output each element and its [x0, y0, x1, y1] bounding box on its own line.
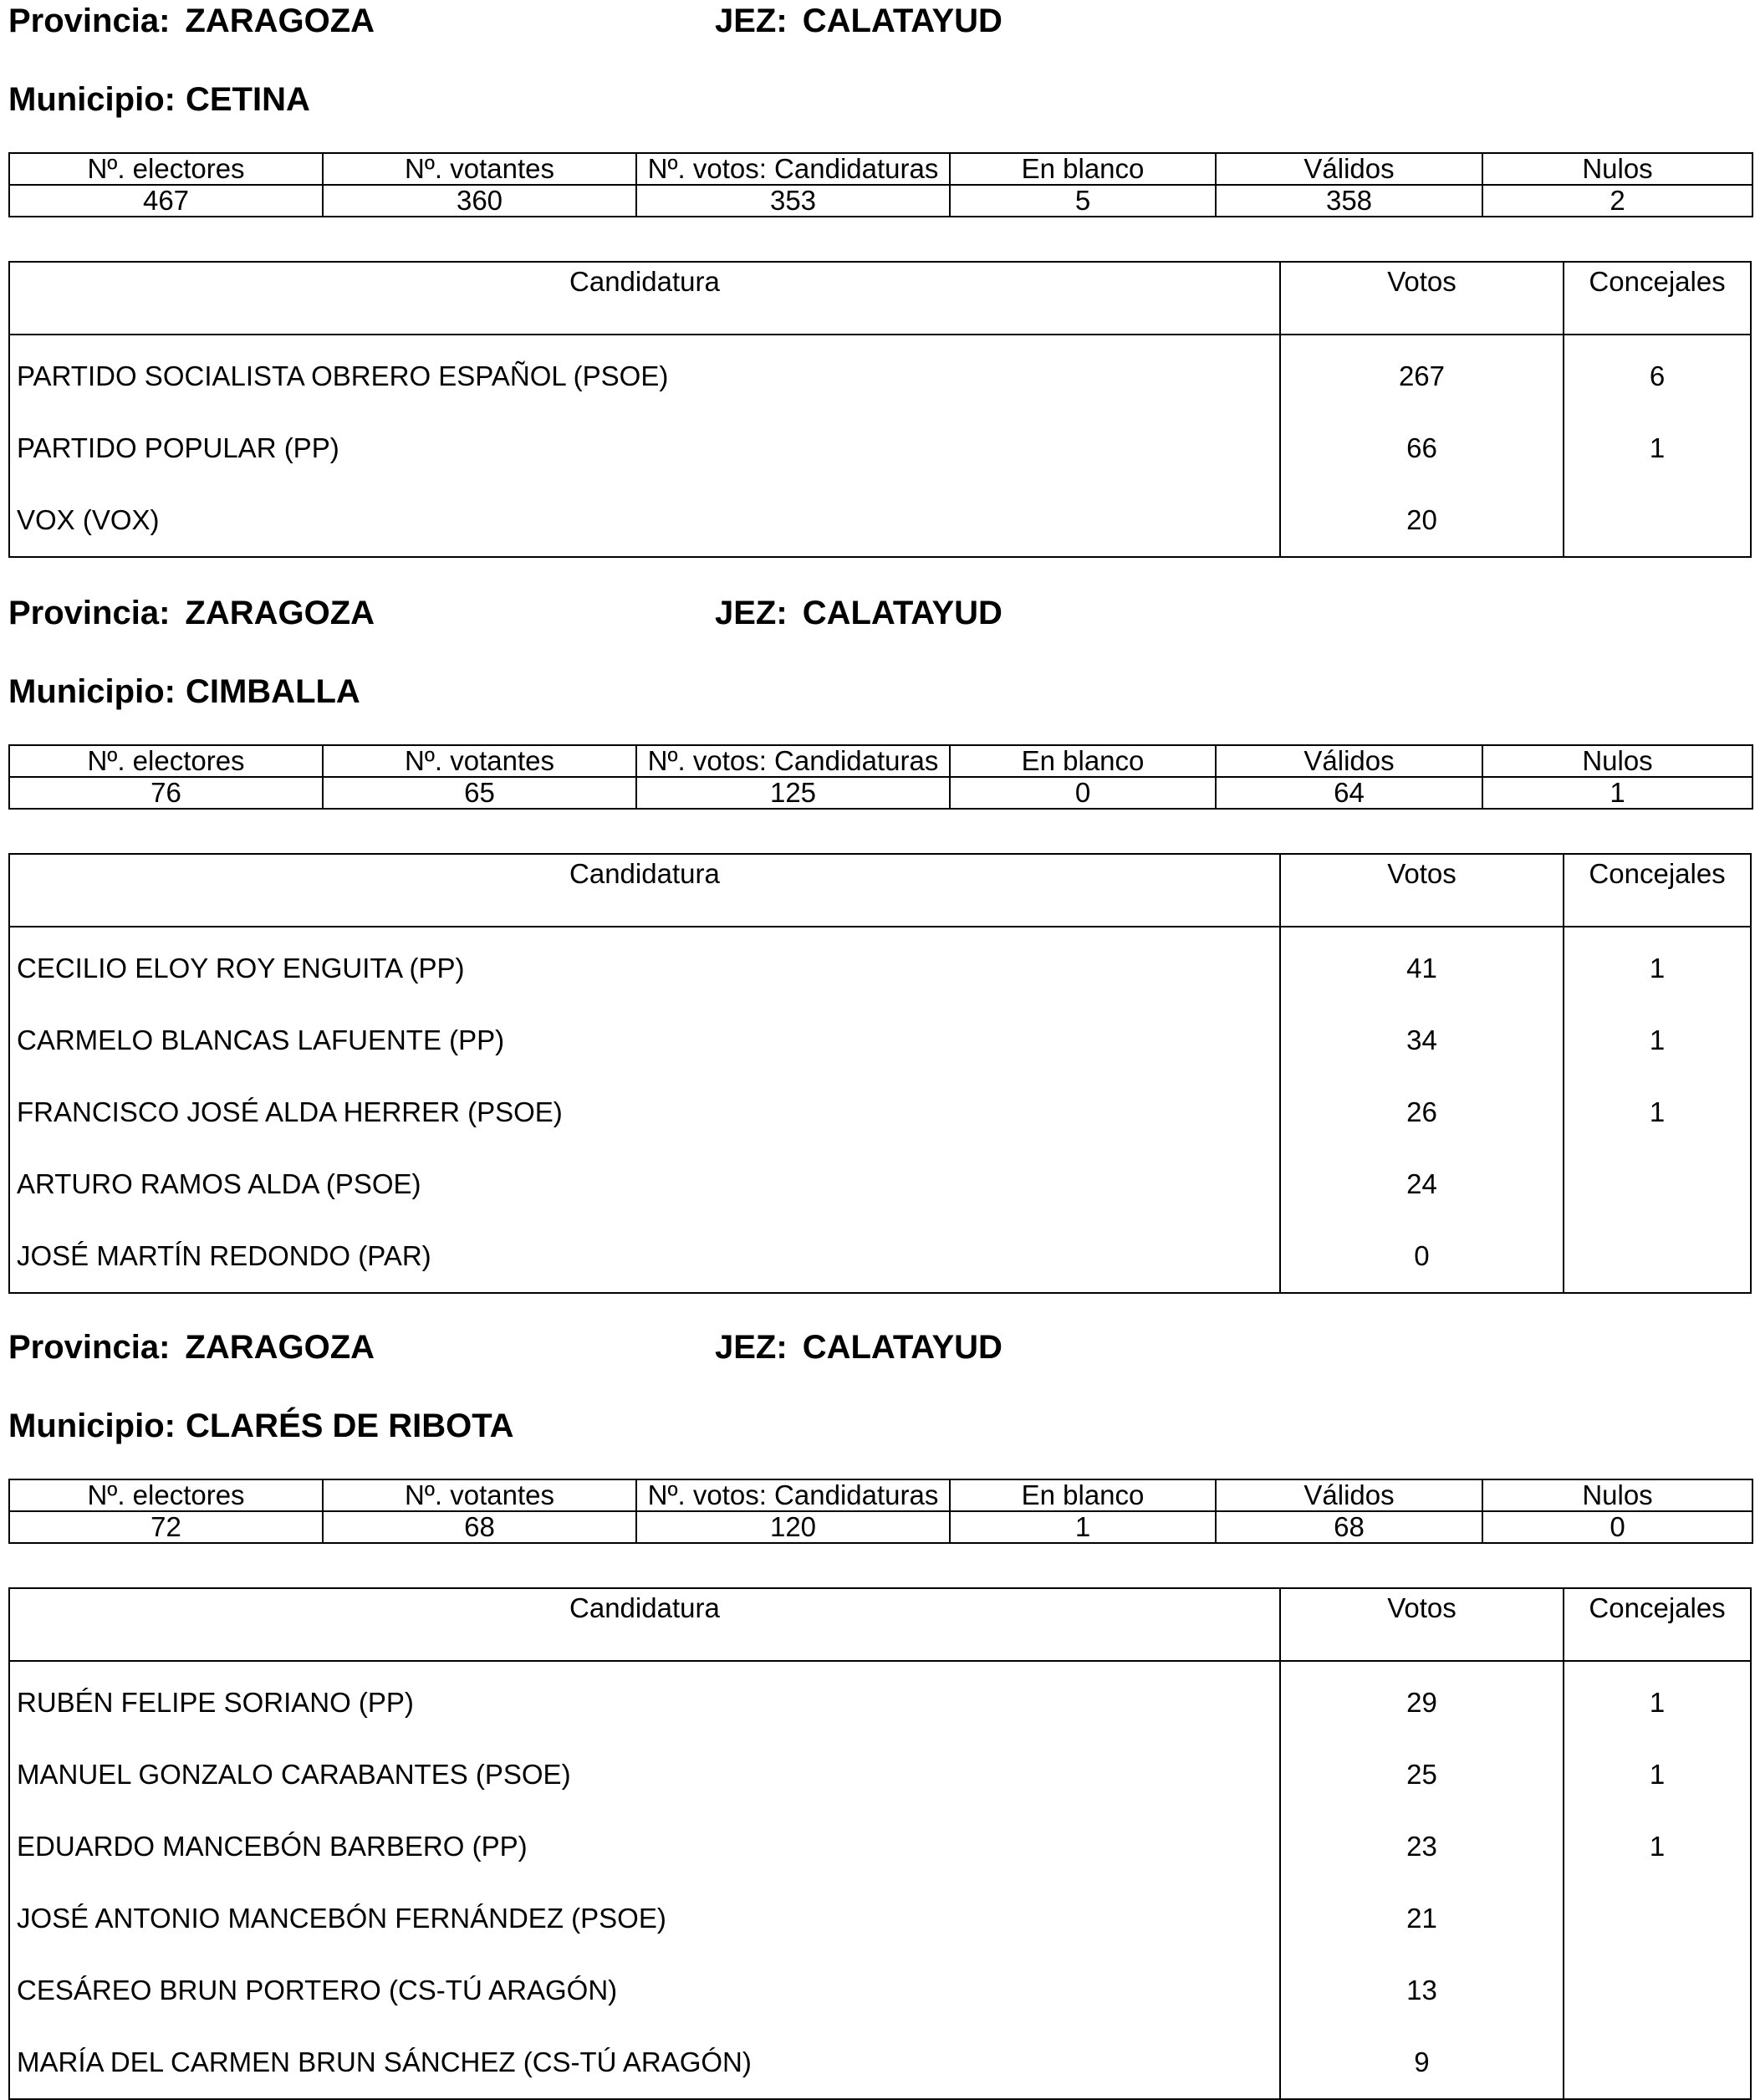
candidate-name: MARÍA DEL CARMEN BRUN SÁNCHEZ (CS-TÚ ARAGÓN): [17, 2046, 752, 2077]
candidate-name: CESÁREO BRUN PORTERO (CS-TÚ ARAGÓN): [17, 1975, 618, 2005]
stats-value-cell: 72: [9, 1511, 323, 1543]
stats-value-cell: 68: [323, 1511, 636, 1543]
jez-value: CALATAYUD: [802, 595, 1002, 631]
stats-header-cell: Nulos: [1482, 745, 1752, 777]
stats-value-cell: 360: [323, 185, 636, 217]
candidates-header-cell: Candidatura: [9, 854, 1280, 927]
stats-value-cell: 1: [950, 1511, 1216, 1543]
municipio-label: Municipio:: [8, 1408, 176, 1444]
candidate-row: [9, 2026, 1751, 2099]
stats-header-row: [9, 745, 1752, 777]
provincia-label: Provincia:: [8, 3, 171, 39]
stats-value-cell: 0: [1482, 1511, 1752, 1543]
candidate-concejales: [1564, 1883, 1751, 1954]
candidate-votos: 24: [1280, 1148, 1564, 1220]
municipio-label: Municipio:: [8, 673, 176, 710]
municipio-header: [8, 671, 360, 713]
candidate-name: PARTIDO SOCIALISTA OBRERO ESPAÑOL (PSOE): [17, 360, 669, 391]
candidate-concejales: [1564, 1220, 1751, 1293]
stats-table: [8, 152, 1753, 217]
stats-value-row: [9, 777, 1752, 809]
jez-header: [715, 592, 1002, 634]
candidates-header-cell: Candidatura: [9, 262, 1280, 335]
candidates-table: [8, 261, 1752, 558]
candidate-votos: 23: [1280, 1811, 1564, 1883]
jez-label: JEZ:: [715, 1329, 788, 1366]
candidate-name: VOX (VOX): [17, 504, 160, 535]
candidate-votos: 9: [1280, 2026, 1564, 2099]
candidate-votos: 34: [1280, 1004, 1564, 1076]
candidate-concejales: 1: [1564, 1004, 1751, 1076]
provincia-header: [8, 0, 375, 42]
jez-header: [715, 0, 1002, 42]
stats-table: [8, 1479, 1753, 1544]
candidate-votos: 26: [1280, 1076, 1564, 1148]
stats-header-cell: Nulos: [1482, 1479, 1752, 1511]
candidate-row: [9, 1220, 1751, 1293]
candidates-header-cell: Votos: [1280, 262, 1564, 335]
candidate-row: [9, 335, 1751, 412]
candidate-votos: 25: [1280, 1739, 1564, 1811]
stats-header-cell: Nulos: [1482, 153, 1752, 185]
candidates-header-cell: Votos: [1280, 854, 1564, 927]
candidate-row: [9, 1739, 1751, 1811]
stats-header-cell: En blanco: [950, 1479, 1216, 1511]
candidate-row: [9, 1954, 1751, 2026]
candidate-row: [9, 1661, 1751, 1739]
candidate-concejales: 1: [1564, 1739, 1751, 1811]
stats-header-cell: Válidos: [1216, 1479, 1482, 1511]
stats-header-cell: En blanco: [950, 153, 1216, 185]
stats-header-cell: Nº. electores: [9, 745, 323, 777]
candidates-header-cell: Concejales: [1564, 262, 1751, 335]
candidate-row: [9, 1811, 1751, 1883]
provincia-value: ZARAGOZA: [185, 595, 375, 631]
stats-header-cell: Válidos: [1216, 153, 1482, 185]
candidate-concejales: 6: [1564, 335, 1751, 412]
candidates-header-cell: Candidatura: [9, 1588, 1280, 1661]
provincia-label: Provincia:: [8, 595, 171, 631]
candidate-name: EDUARDO MANCEBÓN BARBERO (PP): [17, 1831, 528, 1862]
stats-value-cell: 125: [636, 777, 950, 809]
stats-value-row: [9, 1511, 1752, 1543]
provincia-header: [8, 1326, 375, 1368]
provincia-value: ZARAGOZA: [185, 1329, 375, 1366]
candidates-table: [8, 853, 1752, 1294]
stats-value-cell: 0: [950, 777, 1216, 809]
candidate-name: RUBÉN FELIPE SORIANO (PP): [17, 1687, 414, 1718]
candidates-header-row: [9, 262, 1751, 335]
candidate-concejales: 1: [1564, 1076, 1751, 1148]
stats-header-cell: Nº. votos: Candidaturas: [636, 745, 950, 777]
stats-value-cell: 64: [1216, 777, 1482, 809]
candidate-concejales: 1: [1564, 412, 1751, 484]
stats-header-cell: Nº. votantes: [323, 1479, 636, 1511]
jez-header: [715, 1326, 1002, 1368]
candidate-name: FRANCISCO JOSÉ ALDA HERRER (PSOE): [17, 1096, 563, 1127]
municipio-value: CIMBALLA: [185, 673, 360, 710]
stats-value-cell: 5: [950, 185, 1216, 217]
candidate-concejales: 1: [1564, 1811, 1751, 1883]
candidates-header-row: [9, 854, 1751, 927]
candidate-row: [9, 1004, 1751, 1076]
candidate-name: CARMELO BLANCAS LAFUENTE (PP): [17, 1024, 505, 1055]
candidates-header-cell: Concejales: [1564, 854, 1751, 927]
candidate-votos: 66: [1280, 412, 1564, 484]
stats-value-cell: 358: [1216, 185, 1482, 217]
stats-value-row: [9, 185, 1752, 217]
municipio-value: CLARÉS DE RIBOTA: [185, 1408, 514, 1444]
stats-header-cell: Nº. votos: Candidaturas: [636, 1479, 950, 1511]
stats-header-cell: Válidos: [1216, 745, 1482, 777]
stats-header-cell: En blanco: [950, 745, 1216, 777]
candidate-row: [9, 927, 1751, 1004]
stats-header-cell: Nº. votantes: [323, 745, 636, 777]
candidate-votos: 0: [1280, 1220, 1564, 1293]
candidate-concejales: 1: [1564, 1661, 1751, 1739]
candidate-concejales: 1: [1564, 927, 1751, 1004]
candidate-row: [9, 1076, 1751, 1148]
candidate-votos: 29: [1280, 1661, 1564, 1739]
stats-value-cell: 68: [1216, 1511, 1482, 1543]
stats-header-cell: Nº. votos: Candidaturas: [636, 153, 950, 185]
stats-header-row: [9, 153, 1752, 185]
candidate-row: [9, 1148, 1751, 1220]
jez-label: JEZ:: [715, 3, 788, 39]
provincia-label: Provincia:: [8, 1329, 171, 1366]
stats-table: [8, 744, 1753, 810]
candidates-header-cell: Concejales: [1564, 1588, 1751, 1661]
municipio-label: Municipio:: [8, 81, 176, 118]
provincia-header: [8, 592, 375, 634]
provincia-value: ZARAGOZA: [185, 3, 375, 39]
stats-header-cell: Nº. votantes: [323, 153, 636, 185]
candidate-votos: 267: [1280, 335, 1564, 412]
candidate-name: PARTIDO POPULAR (PP): [17, 432, 339, 463]
candidate-name: ARTURO RAMOS ALDA (PSOE): [17, 1168, 421, 1199]
stats-value-cell: 1: [1482, 777, 1752, 809]
stats-value-cell: 2: [1482, 185, 1752, 217]
candidate-row: [9, 412, 1751, 484]
candidate-name: CECILIO ELOY ROY ENGUITA (PP): [17, 953, 465, 984]
stats-value-cell: 65: [323, 777, 636, 809]
stats-header-row: [9, 1479, 1752, 1511]
municipio-value: CETINA: [185, 81, 310, 118]
candidate-concejales: [1564, 484, 1751, 557]
stats-value-cell: 467: [9, 185, 323, 217]
candidate-name: MANUEL GONZALO CARABANTES (PSOE): [17, 1759, 571, 1790]
candidates-table: [8, 1587, 1752, 2100]
candidate-concejales: [1564, 2026, 1751, 2099]
candidate-votos: 13: [1280, 1954, 1564, 2026]
jez-value: CALATAYUD: [802, 1329, 1002, 1366]
candidate-concejales: [1564, 1954, 1751, 2026]
candidate-row: [9, 1883, 1751, 1954]
candidate-concejales: [1564, 1148, 1751, 1220]
stats-header-cell: Nº. electores: [9, 1479, 323, 1511]
candidates-header-cell: Votos: [1280, 1588, 1564, 1661]
candidate-votos: 20: [1280, 484, 1564, 557]
municipio-header: [8, 79, 310, 120]
stats-header-cell: Nº. electores: [9, 153, 323, 185]
candidate-name: JOSÉ MARTÍN REDONDO (PAR): [17, 1240, 431, 1271]
stats-value-cell: 76: [9, 777, 323, 809]
candidate-votos: 41: [1280, 927, 1564, 1004]
candidates-header-row: [9, 1588, 1751, 1661]
jez-label: JEZ:: [715, 595, 788, 631]
stats-value-cell: 353: [636, 185, 950, 217]
municipio-header: [8, 1405, 514, 1447]
candidate-name: JOSÉ ANTONIO MANCEBÓN FERNÁNDEZ (PSOE): [17, 1903, 666, 1934]
candidate-row: [9, 484, 1751, 557]
candidate-votos: 21: [1280, 1883, 1564, 1954]
jez-value: CALATAYUD: [802, 3, 1002, 39]
stats-value-cell: 120: [636, 1511, 950, 1543]
